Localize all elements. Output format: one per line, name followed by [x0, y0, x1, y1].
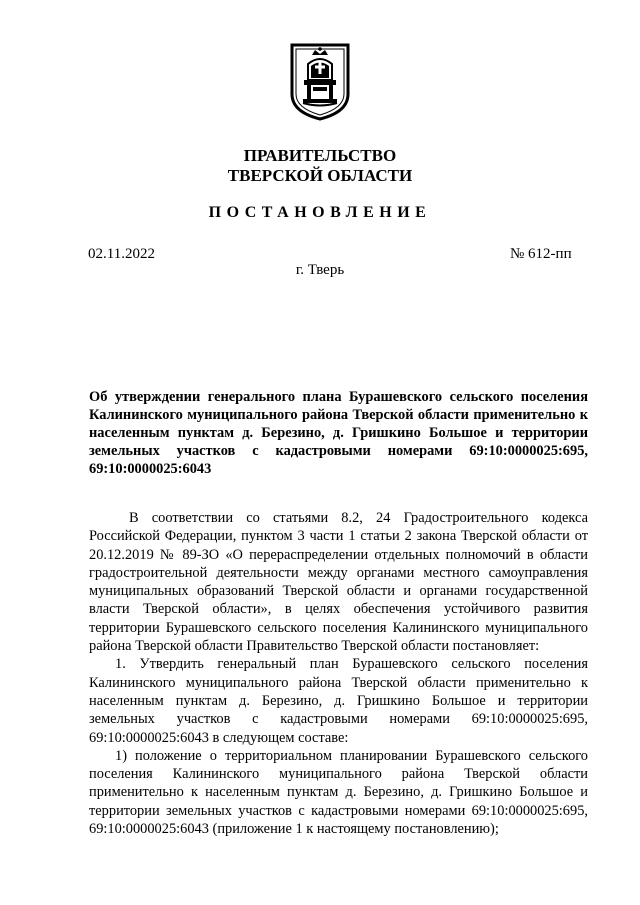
organization-title-line1: ПРАВИТЕЛЬСТВО [243, 146, 397, 165]
document-date: 02.11.2022 [88, 246, 155, 262]
document-number: № 612-пп [510, 246, 572, 262]
document-subject: Об утверждении генерального плана Бурашевского сельского поселения Калининского муниципального района Тверской области применительно к населенным пунктам д. Березино, д. Гришкино Большое и территории земельных участков с кадастровыми номерами 69:10:0000025:695, 69:10:0000025:6043 [89, 389, 588, 477]
subitem-1-paragraph: 1) положение о территориальном планировании Бурашевского сельского поселения Калининского муниципального района Тверской области применительно к населенным пунктам д. Березино, д. Гришкино Большое и территории земельных участков с кадастровыми номерами 69:10:0000025:695, 69:10:0000025:6043 (приложение 1 к настоящему постановлению); [89, 747, 588, 838]
document-type-heading: ПОСТАНОВЛЕНИЕ [208, 204, 432, 221]
item-1-paragraph: 1. Утвердить генеральный план Бурашевского сельского поселения Калининского муниципального района Тверской области применительно к населенным пунктам д. Березино, д. Гришкино Большое и территории земельных участков с кадастровыми номерами 69:10:0000025:695, 69:10:0000025:6043 в следующем составе: [89, 656, 588, 746]
document-city: г. Тверь [295, 262, 345, 278]
preamble-paragraph: В соответствии со статьями 8.2, 24 Градостроительного кодекса Российской Федерации, пунктом 3 части 1 статьи 2 закона Тверской области от 20.12.2019 № 89-ЗО «О перераспределении отдельных полномочий в области градостроительной деятельности между органами местного самоуправления муниципальных образований Тверской области и органами государственной власти Тверской области», в целях обеспечения устойчивого развития территории Бурашевского сельского поселения Калининского муниципального района Тверской области Правительство Тверской области постановляет: [89, 510, 588, 655]
organization-title-line2: ТВЕРСКОЙ ОБЛАСТИ [227, 166, 413, 185]
coat-of-arms-icon [289, 42, 351, 122]
document-body [89, 509, 588, 838]
